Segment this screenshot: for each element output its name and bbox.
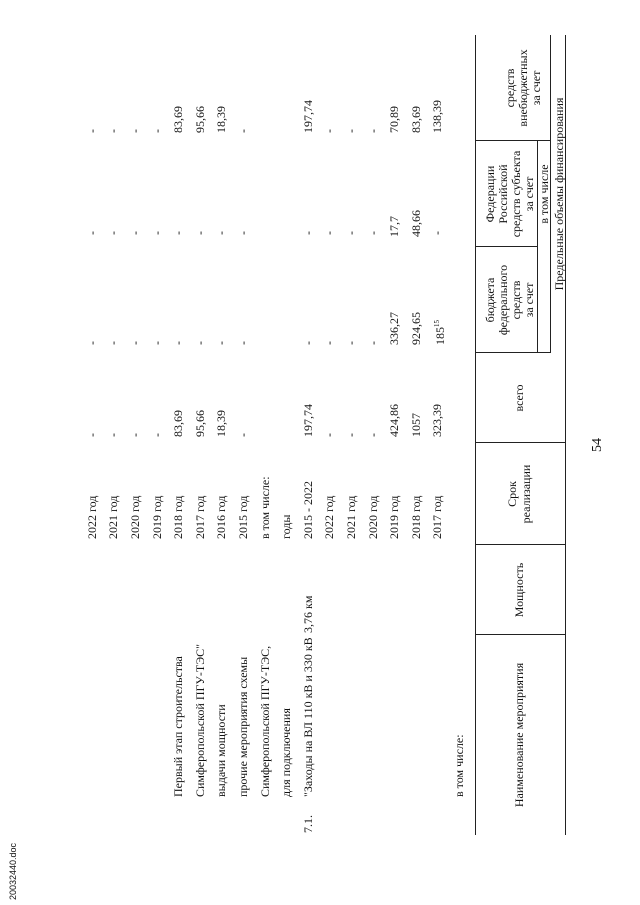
cell-federal: - <box>214 341 229 345</box>
cell-total: - <box>344 433 358 437</box>
page-number: 54 <box>590 438 605 452</box>
header-subject-line: за счет <box>522 176 536 212</box>
cell-extra: - <box>128 129 142 133</box>
cell-subject: - <box>171 231 186 235</box>
header-name: Наименование мероприятия <box>512 662 526 808</box>
cell-subject: - <box>192 231 207 235</box>
cell-total: 83,69 <box>171 410 186 437</box>
cell-extra: - <box>149 129 164 133</box>
cell-federal: $185^{15}$ <box>433 320 448 345</box>
cell-extra: 18,39 <box>214 106 229 133</box>
cell-name: выдачи мощности <box>214 704 229 797</box>
cell-total: - <box>322 433 337 437</box>
header-power: Мощность <box>512 562 526 618</box>
header-subject-line: средств субъекта <box>509 150 523 238</box>
cell-year: 2021 год <box>344 495 358 539</box>
cell-total: 18,39 <box>214 410 229 437</box>
header-federal-line: за счет <box>522 282 536 318</box>
cell-subject: - <box>214 231 229 235</box>
header-total: всего <box>512 384 526 412</box>
cell-extra: 70,89 <box>387 106 402 133</box>
cell-year: в том числе: <box>257 476 272 539</box>
cell-extra: - <box>365 129 380 133</box>
cell-year: 2018 год <box>408 495 423 539</box>
header-subject-line: Федерации <box>483 165 497 223</box>
cell-subject: - <box>128 231 142 235</box>
cell-extra: 83,69 <box>171 106 186 133</box>
header-limits: Предельные объемы финансирования <box>552 97 566 291</box>
cell-year: 2020 год <box>128 495 142 539</box>
cell-total: - <box>149 433 164 437</box>
cell-year: 2021 год <box>106 495 121 539</box>
cell-federal: 924,65 <box>408 312 423 345</box>
cell-name: Симферопольской ПГУ-ТЭС, <box>257 645 272 797</box>
header-term-line: реализации <box>519 464 533 524</box>
header-extra-line: за счет <box>529 70 543 106</box>
cell-year: 2017 год <box>430 495 445 539</box>
cell-federal: - <box>106 341 121 345</box>
cell-subject: - <box>106 231 121 235</box>
cell-year: 2019 год <box>149 495 164 539</box>
cell-federal: - <box>236 341 250 345</box>
cell-name: для подключения <box>279 708 294 797</box>
cell-name: Симферопольской ПГУ-ТЭС" <box>192 643 207 797</box>
header-federal-line: федерального <box>496 264 510 336</box>
cell-year: 2017 год <box>192 495 207 539</box>
cell-subject: - <box>365 231 380 235</box>
cell-federal: - <box>365 341 380 345</box>
cell-subject: - <box>322 231 337 235</box>
header-extra-line: внебюджетных <box>516 49 530 127</box>
cell-total: - <box>365 433 380 437</box>
cell-subject: - <box>236 231 250 235</box>
cell-name: "Заходы на ВЛ 110 кВ и 330 кВ <box>300 637 315 797</box>
cell-federal: - <box>128 341 142 345</box>
cell-extra: 83,69 <box>408 106 423 133</box>
header-extra-line: средств <box>503 68 517 108</box>
cell-year: 2022 год <box>84 495 99 539</box>
cell-total: 197,74 <box>300 404 315 437</box>
cell-federal: 336,27 <box>387 312 402 345</box>
header-subject-line: Российской <box>496 164 510 224</box>
cell-subject: 48,66 <box>408 210 423 237</box>
cell-name: в том числе: <box>452 734 466 797</box>
cell-federal: - <box>149 341 164 345</box>
cell-federal: - <box>344 341 358 345</box>
cell-year: 2015 - 2022 <box>300 481 315 539</box>
cell-total: - <box>106 433 121 437</box>
header-including: в том числе <box>537 164 551 224</box>
cell-year: годы <box>279 514 294 539</box>
cell-extra: 197,74 <box>300 100 315 133</box>
document-id: 20032440.doc <box>8 842 18 900</box>
cell-subject: - <box>430 231 445 235</box>
cell-subject: - <box>300 231 315 235</box>
cell-year: 2016 год <box>214 495 229 539</box>
cell-subject: 17,7 <box>387 216 402 237</box>
cell-year: 2015 год <box>236 495 250 539</box>
cell-federal: - <box>171 341 186 345</box>
cell-power: 3,76 км <box>300 595 315 633</box>
cell-subject: - <box>344 231 358 235</box>
cell-name: Первый этап строительства <box>171 656 186 797</box>
cell-extra: 138,39 <box>430 100 445 133</box>
header-federal-line: бюджета <box>483 277 497 323</box>
cell-total: - <box>236 433 250 437</box>
cell-year: 2022 год <box>322 495 337 539</box>
cell-extra: - <box>84 129 99 133</box>
header-bottom-border <box>475 35 476 835</box>
cell-total: - <box>84 433 99 437</box>
cell-extra: - <box>322 129 337 133</box>
cell-total: 323,39 <box>430 404 445 437</box>
cell-total: 95,66 <box>192 410 207 437</box>
cell-subject: - <box>84 231 99 235</box>
header-federal-line: средств <box>509 280 523 320</box>
cell-total: 1057 <box>408 413 423 437</box>
cell-federal: - <box>84 341 99 345</box>
footnote-marker: 15 <box>433 320 442 327</box>
cell-federal: - <box>300 341 315 345</box>
cell-year: 2020 год <box>365 495 380 539</box>
cell-year: 2018 год <box>171 495 186 539</box>
cell-extra: - <box>236 129 250 133</box>
cell-extra: - <box>344 129 358 133</box>
cell-year: 2019 год <box>387 495 402 539</box>
cell-total: 424,86 <box>387 404 402 437</box>
cell-federal: - <box>322 341 337 345</box>
cell-num: 7.1. <box>300 815 315 833</box>
header-term-line: Срок <box>505 481 519 507</box>
cell-federal: - <box>192 341 207 345</box>
cell-total: - <box>128 433 142 437</box>
cell-name: прочие мероприятия схемы <box>236 656 250 797</box>
cell-extra: 95,66 <box>192 106 207 133</box>
cell-subject: - <box>149 231 164 235</box>
cell-extra: - <box>106 129 121 133</box>
